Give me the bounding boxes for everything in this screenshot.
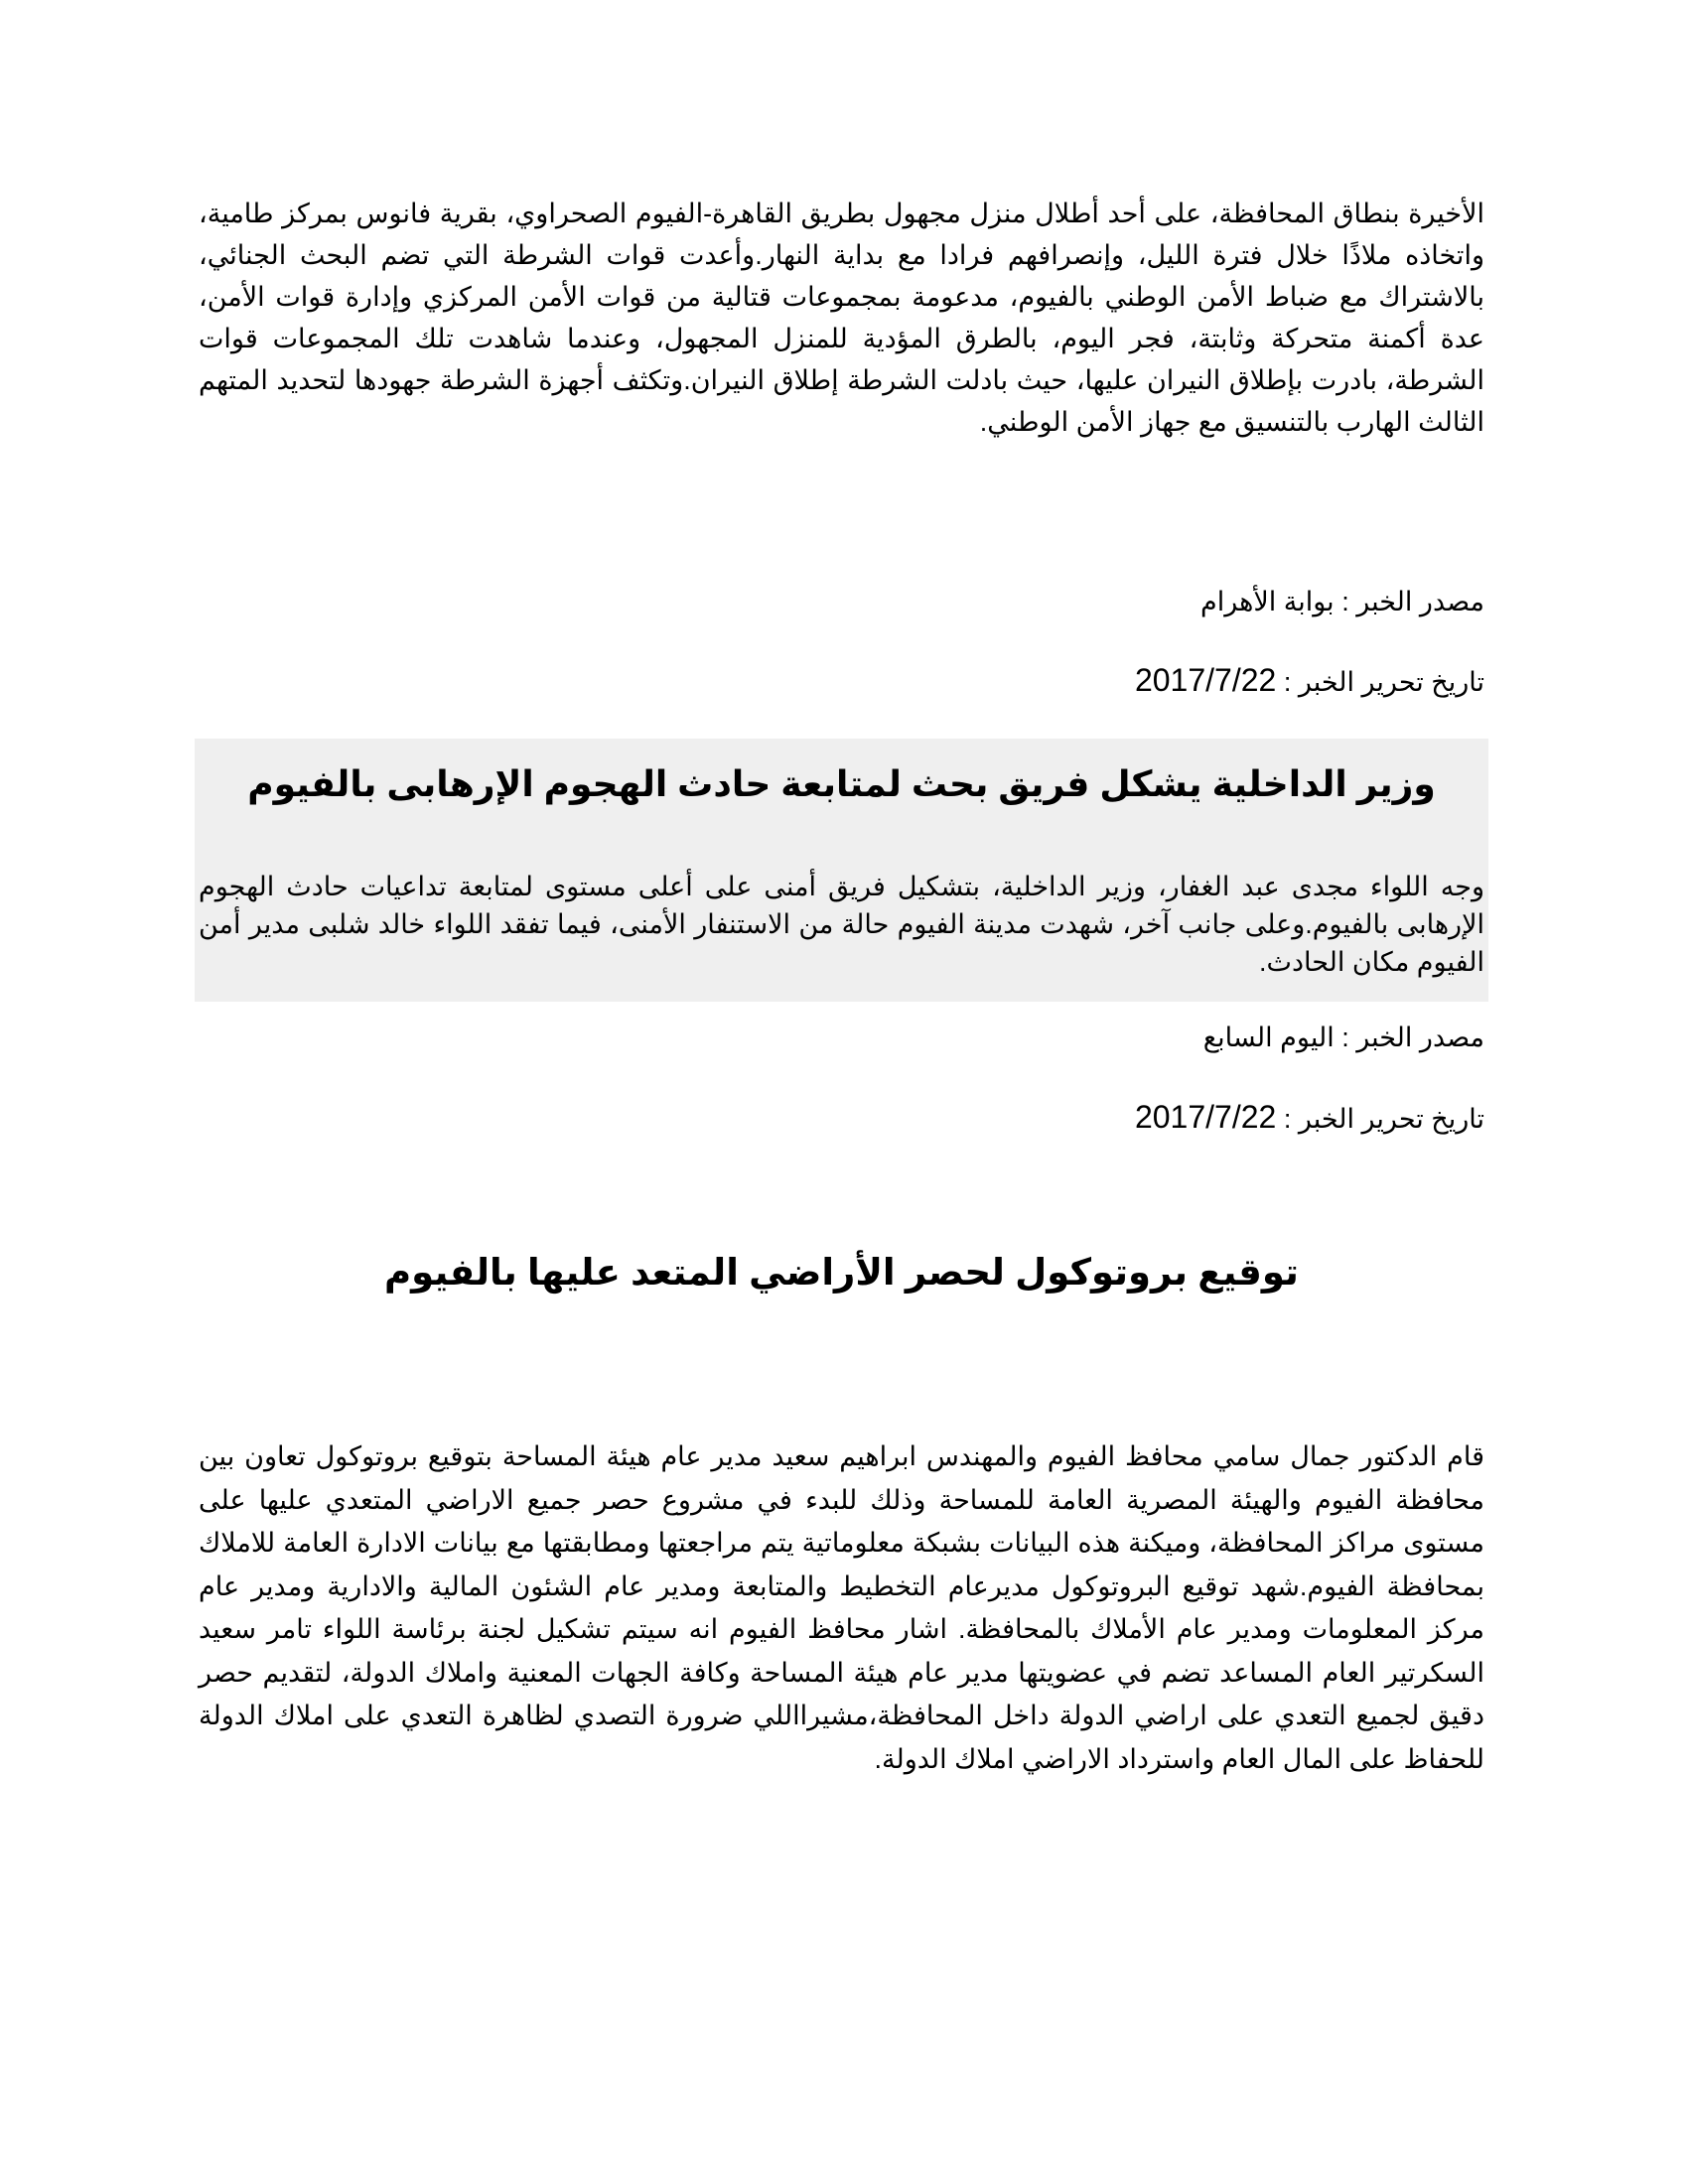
source-value: اليوم السابع [1202,1023,1335,1052]
source-label: مصدر الخبر : [1334,587,1484,616]
date-label: تاريخ تحرير الخبر : [1276,1104,1484,1134]
article2-source [199,1018,1484,1057]
date-value: 2017/7/22 [1134,662,1277,698]
article1-section [199,193,1484,443]
article3-section [199,1435,1484,1781]
article3-title: توقيع بروتوكول لحصر الأراضي المتعد عليها بالفيوم [384,1252,1299,1293]
source-value: بوابة الأهرام [1199,587,1335,616]
article3-body: قام الدكتور جمال سامي محافظ الفيوم والمهندس ابراهيم سعيد مدير عام هيئة المساحة بتوقيع بروتوكول تعاون بين محافظة الفيوم والهيئة المصرية العامة للمساحة وذلك للبدء في مشروع حصر جميع الاراضي المتعدي عليها على مستوى مراكز المحافظة، وميكنة هذه البيانات بشبكة معلوماتية يتم مراجعتها ومطابقتها مع بيانات الادارة العامة للاملاك بمحافظة الفيوم.شهد توقيع البروتوكول مديرعام التخطيط والمتابعة ومدير عام الشئون المالية والادارية ومدير عام مركز المعلومات ومدير عام الأملاك بالمحافظة. اشار محافظ الفيوم انه سيتم تشكيل لجنة برئاسة اللواء تامر سعيد السكرتير العام المساعد تضم في عضويتها مدير عام هيئة المساحة وكافة الجهات المعنية واملاك الدولة، لتقديم حصر دقيق لجميع التعدي على اراضي الدولة داخل المحافظة،مشيرااللي ضرورة التصدي لظاهرة التعدي على املاك الدولة للحفاظ على المال العام واسترداد الاراضي املاك الدولة. [199,1441,1484,1774]
article2-title: وزير الداخلية يشكل فريق بحث لمتابعة حادث الهجوم الإرهابى بالفيوم [247,763,1436,804]
source-label: مصدر الخبر : [1334,1023,1484,1052]
article2-block [195,739,1488,1002]
article1-date [199,660,1484,702]
article2-date [199,1097,1484,1139]
article1-source [199,582,1484,621]
article2-body: وجه اللواء مجدى عبد الغفار، وزير الداخلية، بتشكيل فريق أمنى على أعلى مستوى لمتابعة تداعيات حادث الهجوم الإرهابى بالفيوم.وعلى جانب آخر، شهدت مدينة الفيوم حالة من الاستنفار الأمنى، فيما تفقد اللواء خالد شلبى مدير أمن الفيوم مكان الحادث. [199,872,1484,977]
date-label: تاريخ تحرير الخبر : [1276,667,1484,697]
article1-body: الأخيرة بنطاق المحافظة، على أحد أطلال منزل مجهول بطريق القاهرة-الفيوم الصحراوي، بقرية فانوس بمركز طامية، واتخاذه ملاذًا خلال فترة الليل، وإنصرافهم فرادا مع بداية النهار.وأعدت قوات الشرطة التي تضم البحث الجنائي، بالاشتراك مع ضباط الأمن الوطني بالفيوم، مدعومة بمجموعات قتالية من قوات الأمن المركزي وإدارة قوات الأمن، عدة أكمنة متحركة وثابتة، فجر اليوم، بالطرق المؤدية للمنزل المجهول، وعندما شاهدت تلك المجموعات قوات الشرطة، بادرت بإطلاق النيران عليها، حيث بادلت الشرطة إطلاق النيران.وتكثف أجهزة الشرطة جهودها لتحديد المتهم الثالث الهارب بالتنسيق مع جهاز الأمن الوطني. [199,199,1484,437]
date-value: 2017/7/22 [1134,1099,1277,1135]
